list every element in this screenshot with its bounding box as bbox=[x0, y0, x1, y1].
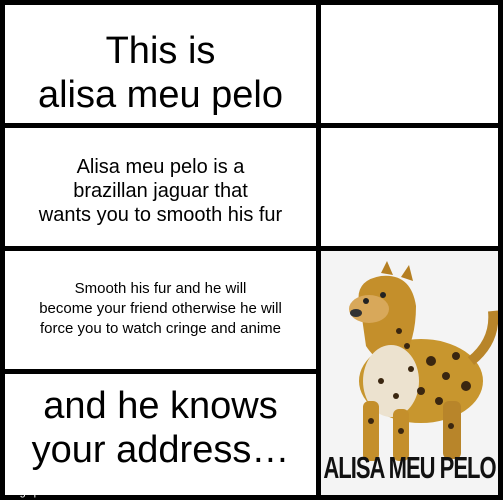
third-left-panel bbox=[5, 251, 316, 369]
panel1-line1: This is bbox=[105, 30, 216, 72]
top-left-panel bbox=[5, 5, 316, 123]
second-left-panel bbox=[5, 128, 316, 246]
panel3-line1: Smooth his fur and he will bbox=[74, 280, 247, 297]
image-caption: ALISA MEU PELO bbox=[323, 449, 496, 485]
panel3-text bbox=[5, 279, 316, 339]
panel3-line2: become your friend otherwise he will bbox=[39, 300, 282, 317]
second-right-panel bbox=[321, 128, 498, 246]
imgflip-watermark: imgflip.com bbox=[8, 486, 64, 498]
bottom-left-panel bbox=[5, 374, 316, 495]
panel3-line3: force you to watch cringe and anime bbox=[40, 320, 281, 337]
panel4-text bbox=[5, 384, 316, 472]
panel2-line1: Alisa meu pelo is a bbox=[76, 156, 245, 178]
panel2-text bbox=[5, 155, 316, 227]
panel2-line3: wants you to smooth his fur bbox=[38, 204, 283, 226]
top-right-panel bbox=[321, 5, 498, 123]
panel2-line2: brazillan jaguar that bbox=[73, 180, 248, 202]
panel1-text bbox=[5, 29, 316, 117]
panel1-line2: alisa meu pelo bbox=[37, 74, 284, 116]
panel4-line2: your address… bbox=[31, 429, 290, 471]
panel4-line1: and he knows bbox=[43, 385, 278, 427]
jaguar-image-panel bbox=[321, 251, 498, 495]
